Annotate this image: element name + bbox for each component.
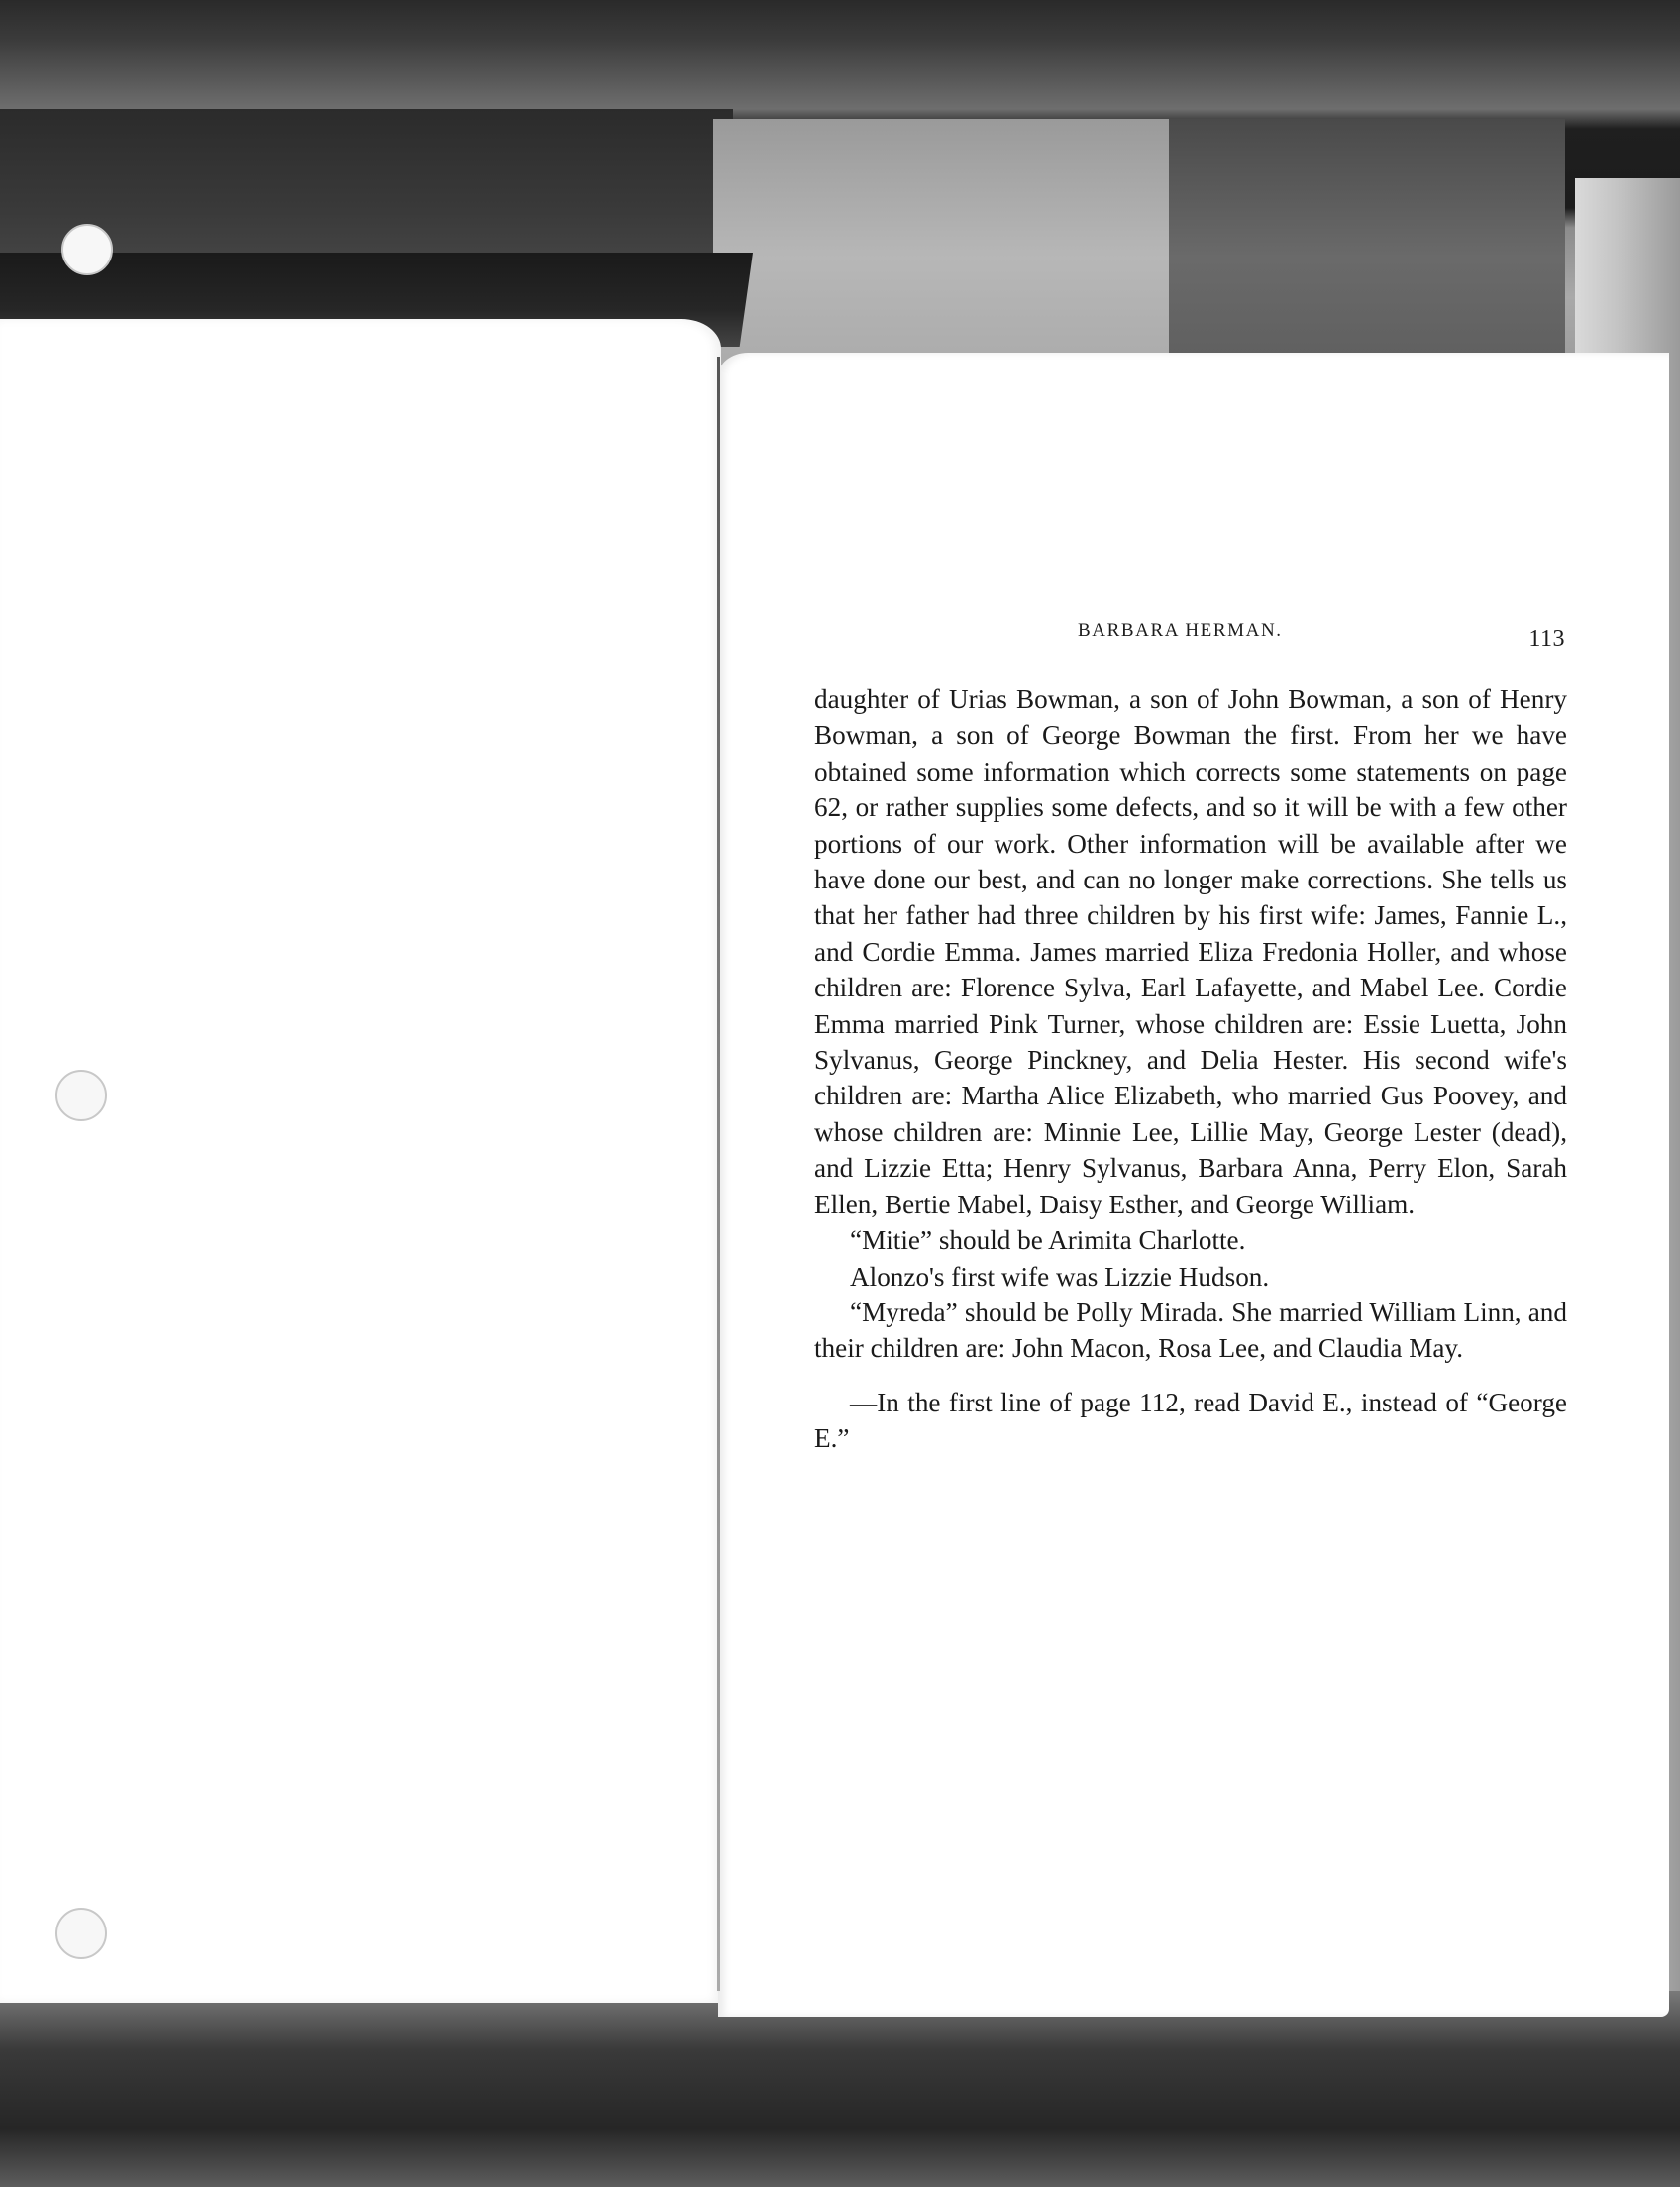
punch-hole-middle: [55, 1070, 107, 1121]
paragraph-myreda: “Myreda” should be Polly Mirada. She married William Linn, and their children are: John Macon, Rosa Lee, and Claudia May.: [814, 1297, 1567, 1364]
paragraph-mitie: “Mitie” should be Arimita Charlotte.: [850, 1225, 1246, 1256]
left-page-blank: [0, 319, 721, 2003]
running-head-title: BARBARA HERMAN.: [1078, 620, 1283, 641]
page-number: 113: [1528, 626, 1565, 652]
background-bottom: [0, 1991, 1680, 2187]
correction-note: —In the first line of page 112, read David E., instead of “George E.”: [814, 1387, 1567, 1454]
punch-hole-bottom: [55, 1908, 107, 1959]
page-body: [814, 681, 1567, 1457]
book-gutter: [717, 357, 720, 1991]
paragraph-alonzo: Alonzo's first wife was Lizzie Hudson.: [850, 1261, 1270, 1292]
punch-hole-top: [61, 224, 113, 275]
paragraph-main: daughter of Urias Bowman, a son of John Bowman, a son of Henry Bowman, a son of George Bowman the first. From her we have obtained some information which corrects some statements on page 62, or rather supplies some defects, and so it will be with a few other portions of our work. Other information will be available after we have done our best, and can no longer make corrections. She tells us that her father had three children by his first wife: James, Fannie L., and Cordie Emma. James married Eliza Fredonia Holler, and whose children are: Florence Sylva, Earl Lafayette, and Mabel Lee. Cordie Emma married Pink Turner, whose children are: Essie Luetta, John Sylvanus, George Pinckney, and Delia Hester. His second wife's children are: Martha Alice Elizabeth, who married Gus Poovey, and whose children are: Minnie Lee, Lillie May, George Lester (dead), and Lizzie Etta; Henry Sylvanus, Barbara Anna, Perry Elon, Sarah Ellen, Bertie Mabel, Daisy Esther, and George William.: [814, 684, 1567, 1219]
